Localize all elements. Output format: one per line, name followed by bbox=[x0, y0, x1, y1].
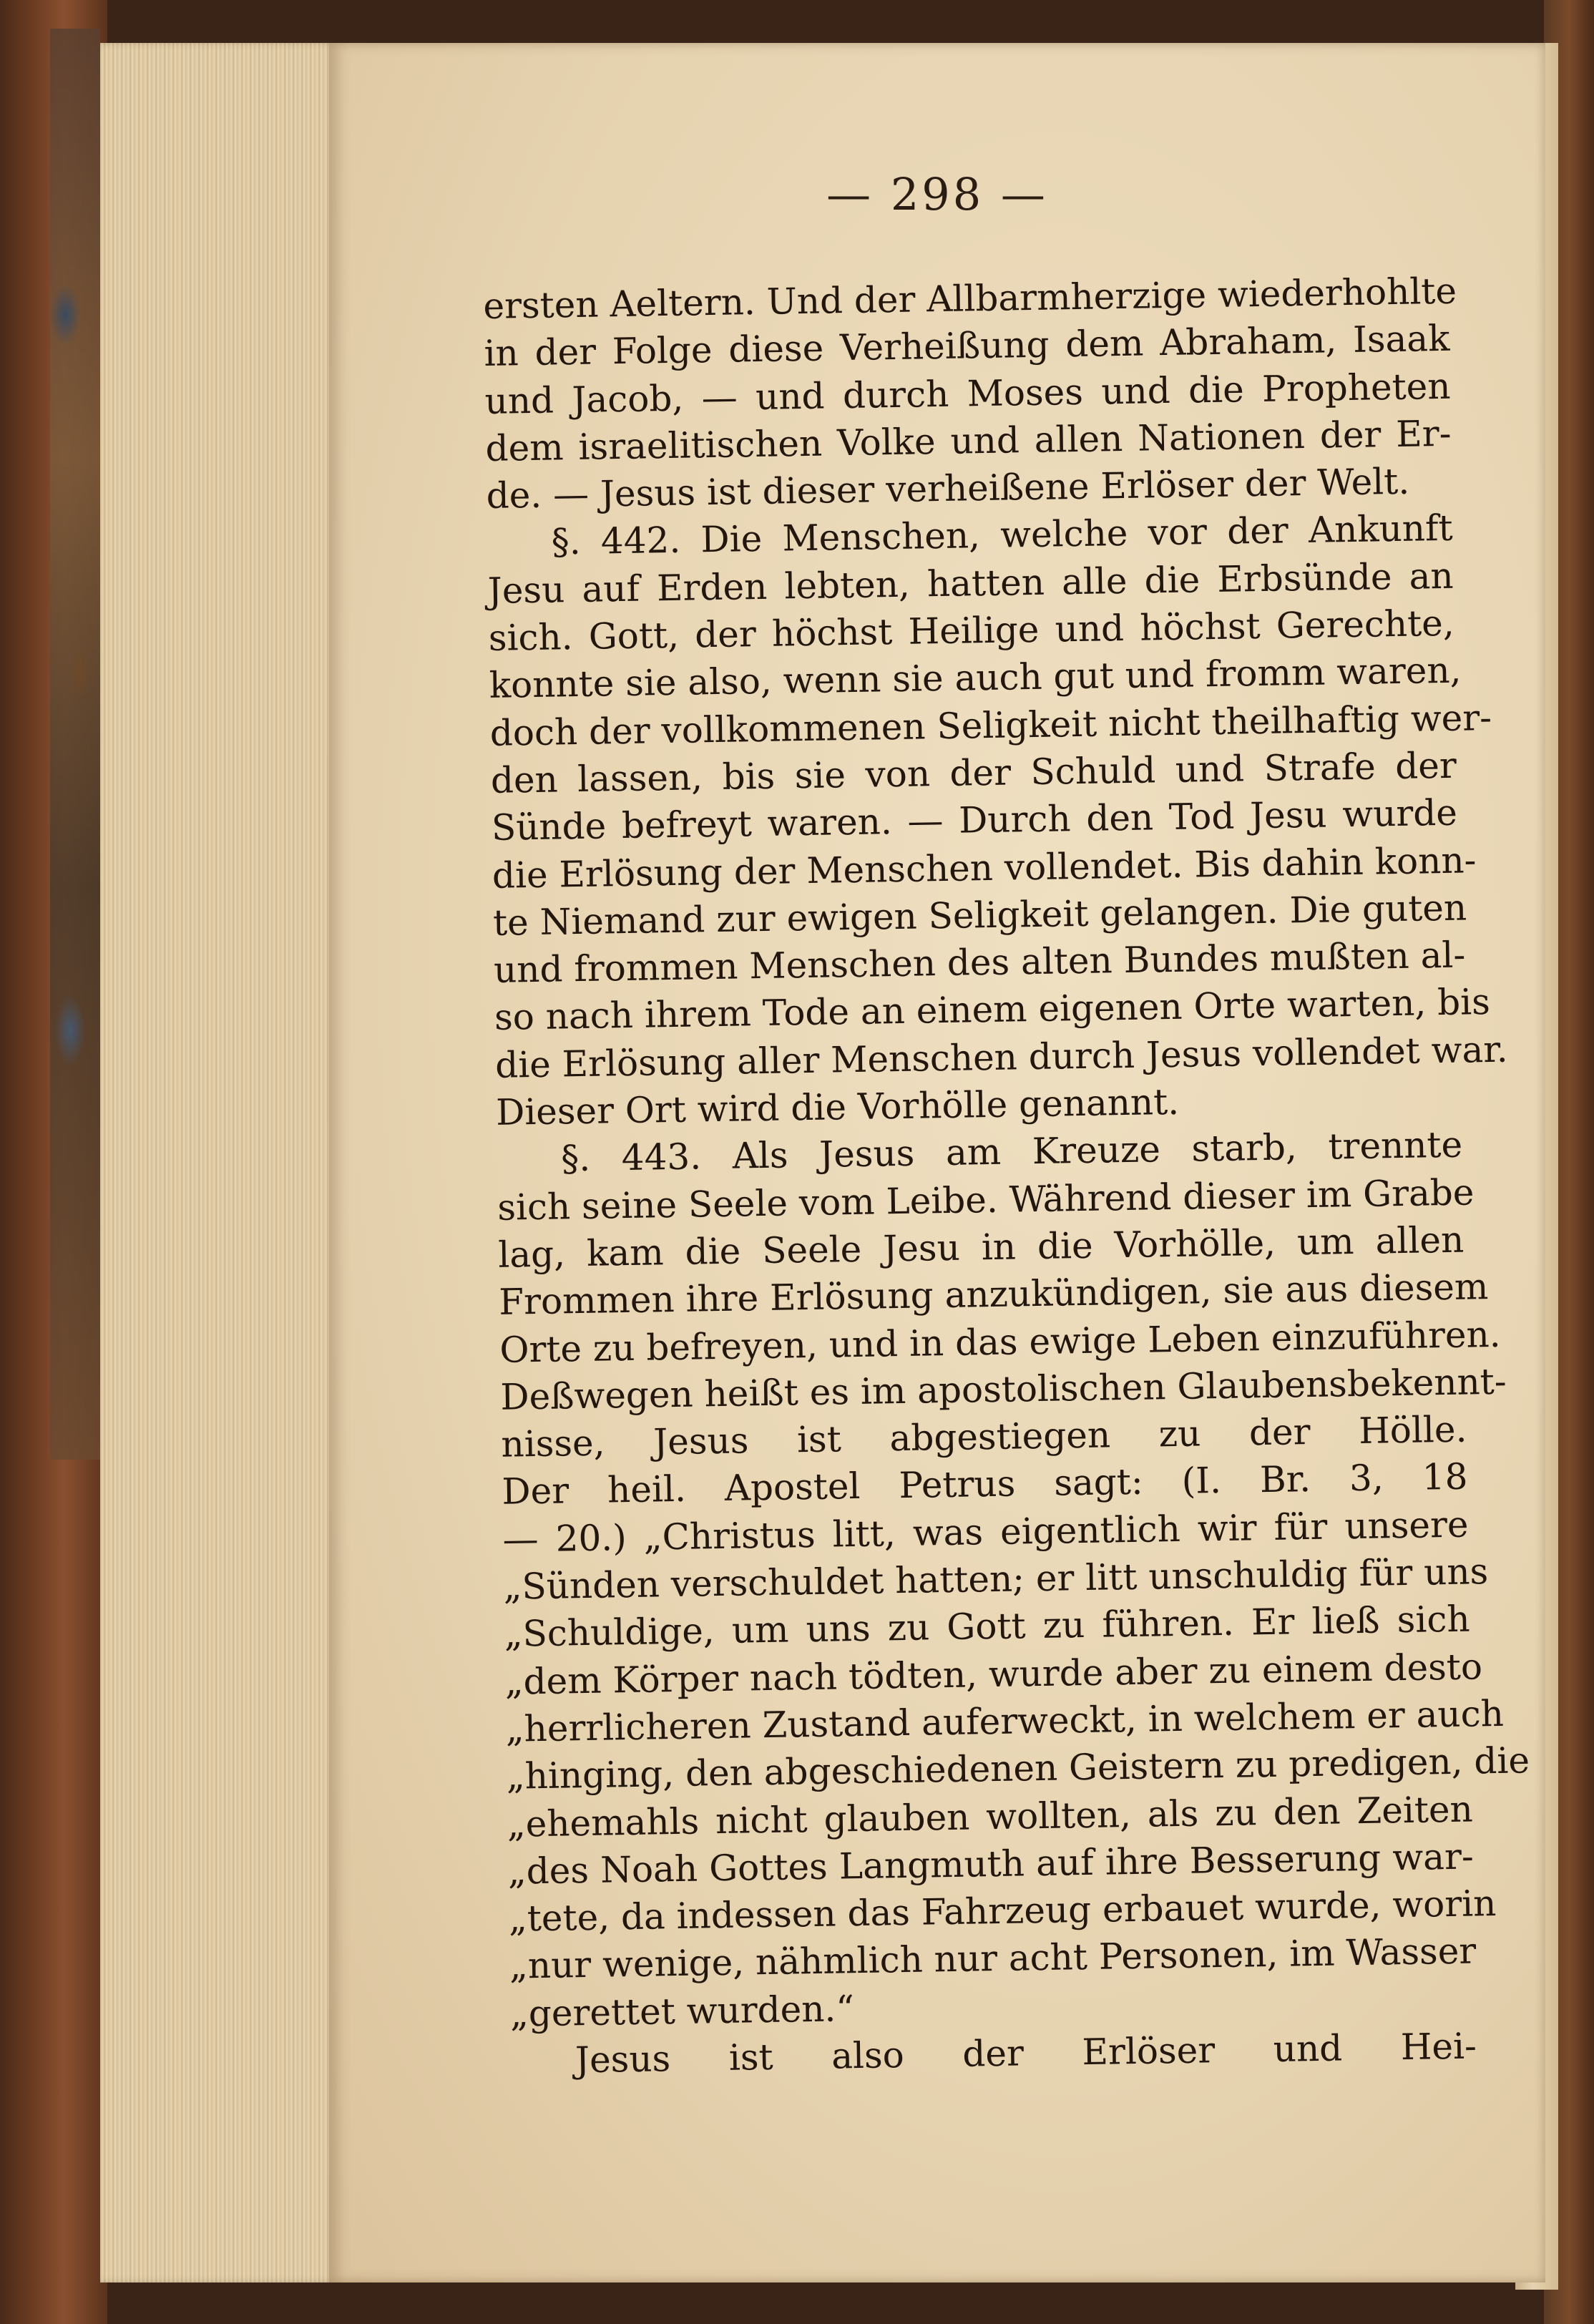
marbled-endpaper bbox=[50, 29, 100, 1460]
text-line: „tete, da indessen das Fahrzeug erbauet wurde, worin bbox=[508, 1883, 1497, 1940]
text-line: die Erlösung der Menschen vollendet. Bis dahin konn- bbox=[492, 839, 1477, 897]
text-line: Frommen ihre Erlösung anzukündigen, sie aus diesem bbox=[498, 1266, 1489, 1324]
text-line: ersten Aeltern. Und der Allbarmherzige wiederhohlte bbox=[483, 270, 1457, 327]
text-line: Jesu auf Erden lebten, hatten alle die Erbsünde an bbox=[487, 555, 1454, 612]
text-line: „gerettet wurden.“ bbox=[509, 1987, 855, 2035]
text-line: konnte sie also, wenn sie auch gut und fromm waren, bbox=[489, 649, 1462, 707]
text-line: Dieser Ort wird die Vorhölle genannt. bbox=[495, 1080, 1180, 1133]
text-line: lag, kam die Seele Jesu in die Vorhölle, um allen bbox=[497, 1219, 1465, 1276]
text-line: §. 443. Als Jesus am Kreuze starb, trennte bbox=[560, 1123, 1463, 1180]
text-line: doch der vollkommenen Seligkeit nicht theilhaftig wer- bbox=[489, 696, 1492, 754]
text-line: und frommen Menschen des alten Bundes mußten al- bbox=[493, 934, 1466, 992]
text-line: „ehemahls nicht glauben wollten, als zu den Zeiten bbox=[507, 1788, 1474, 1845]
text-line: „herrlicheren Zustand auferweckt, in welchem er auch bbox=[505, 1692, 1505, 1750]
text-line: „Schuldige, um uns zu Gott zu führen. Er ließ sich bbox=[504, 1598, 1470, 1656]
text-line: sich. Gott, der höchst Heilige und höchst Gerechte, bbox=[488, 602, 1455, 660]
text-line: Jesus ist also der Erlöser und Hei- bbox=[574, 2025, 1477, 2081]
text-line: nisse, Jesus ist abgestiegen zu der Hölle. bbox=[501, 1408, 1467, 1465]
text-line: in der Folge diese Verheißung dem Abraham, Isaak bbox=[484, 318, 1450, 375]
text-line: Orte zu befreyen, und in das ewige Leben einzuführen. bbox=[499, 1313, 1501, 1371]
text-line: Der heil. Apostel Petrus sagt: (I. Br. 3, 18 bbox=[502, 1456, 1468, 1513]
text-line: §. 442. Die Menschen, welche vor der Ankunft bbox=[551, 507, 1454, 564]
text-line: dem israelitischen Volke und allen Nationen der Er- bbox=[485, 412, 1452, 469]
text-line: „des Noah Gottes Langmuth auf ihre Besserung war- bbox=[507, 1835, 1475, 1893]
page-number: — 298 — bbox=[826, 168, 1048, 220]
text-line: den lassen, bis sie von der Schuld und Strafe der bbox=[490, 744, 1457, 801]
text-line: sich seine Seele vom Leibe. Während dieser im Grabe bbox=[497, 1171, 1475, 1229]
book-page bbox=[329, 43, 1545, 2282]
text-line: die Erlösung aller Menschen durch Jesus vollendet war. bbox=[494, 1028, 1508, 1086]
stacked-page-edges bbox=[100, 43, 336, 2282]
text-line: und Jacob, — und durch Moses und die Propheten bbox=[484, 365, 1451, 422]
text-line: „nur wenige, nähmlich nur acht Personen, im Wasser bbox=[509, 1930, 1477, 1988]
text-line: Sünde befreyt waren. — Durch den Tod Jesu wurde bbox=[491, 791, 1458, 849]
text-line: „dem Körper nach tödten, wurde aber zu einem desto bbox=[504, 1645, 1483, 1703]
text-line: — 20.) „Christus litt, was eigentlich wir für unsere bbox=[502, 1503, 1469, 1561]
text-line: de. — Jesus ist dieser verheißene Erlöser der Welt. bbox=[486, 460, 1410, 517]
text-line: „hinging, den abgeschiedenen Geistern zu predigen, die bbox=[506, 1739, 1530, 1797]
text-line: „Sünden verschuldet hatten; er litt unschuldig für uns bbox=[503, 1551, 1489, 1608]
text-line: te Niemand zur ewigen Seligkeit gelangen. Die guten bbox=[492, 887, 1467, 944]
page-body-text bbox=[483, 268, 1530, 2085]
text-line: so nach ihrem Tode an einem eigenen Orte warten, bis bbox=[494, 981, 1491, 1039]
text-line: Deßwegen heißt es im apostolischen Glaubensbekennt- bbox=[500, 1360, 1507, 1418]
